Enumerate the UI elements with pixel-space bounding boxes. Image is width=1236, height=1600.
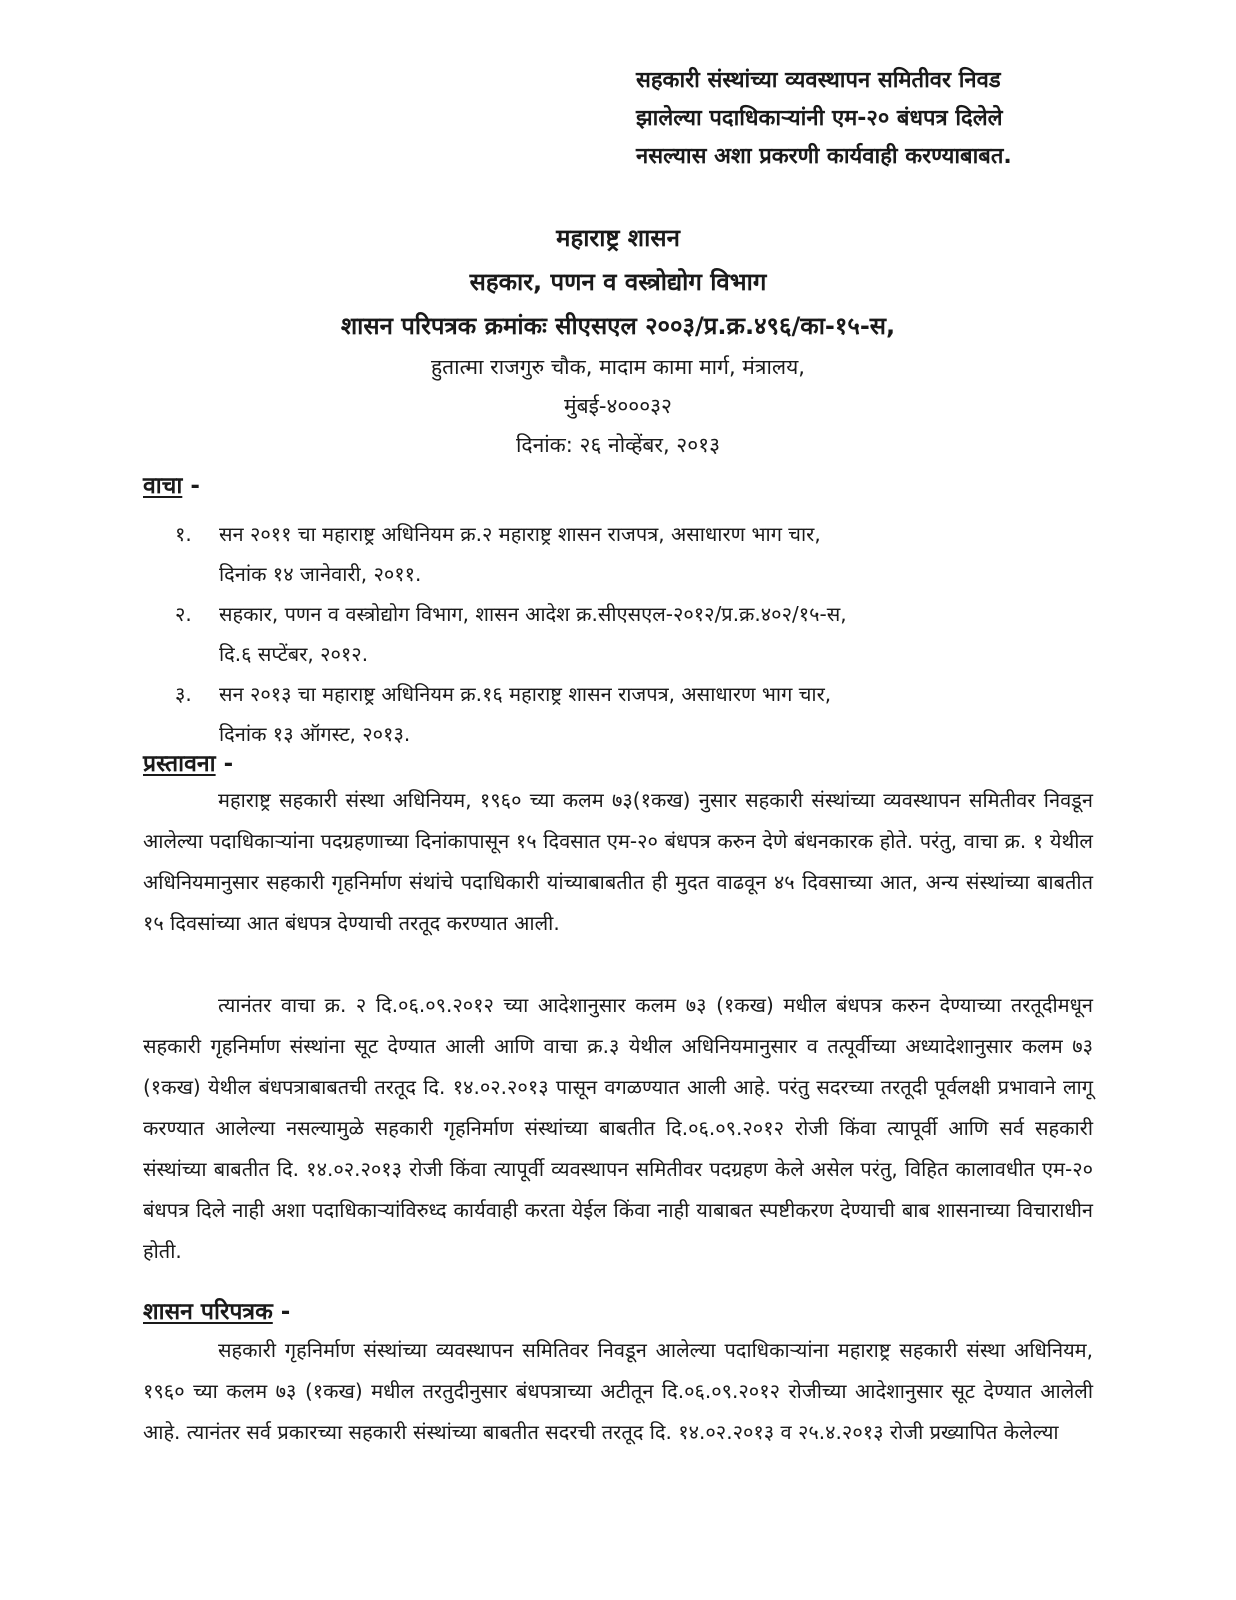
read-heading bbox=[143, 468, 200, 500]
preamble-heading-text: प्रस्तावना bbox=[143, 751, 216, 777]
reference-number: १. bbox=[175, 522, 192, 546]
letterhead bbox=[0, 216, 1236, 465]
reference-list bbox=[175, 514, 1095, 754]
circular-heading-text: शासन परिपत्रक bbox=[143, 1299, 273, 1325]
city-line: मुंबई-४०००३२ bbox=[564, 394, 672, 418]
date-line: दिनांक: २६ नोव्हेंबर, २०१३ bbox=[515, 433, 720, 457]
reference-text-cont: दि.६ सप्टेंबर, २०१२. bbox=[219, 642, 369, 666]
read-heading-text: वाचा bbox=[143, 473, 183, 499]
reference-text: सन २०११ चा महाराष्ट्र अधिनियम क्र.२ महाराष्ट्र शासन राजपत्र, असाधारण भाग चार, bbox=[219, 522, 821, 546]
government-name: महाराष्ट्र शासन bbox=[556, 224, 680, 252]
reference-item bbox=[175, 514, 1095, 594]
preamble-heading bbox=[143, 746, 233, 778]
subject-line: नसल्यास अशा प्रकरणी कार्यवाही करण्याबाबत. bbox=[636, 144, 1012, 169]
reference-text-cont: दिनांक १३ ऑगस्ट, २०१३. bbox=[219, 722, 411, 746]
reference-item bbox=[175, 674, 1095, 754]
read-heading-dash: - bbox=[182, 473, 200, 499]
circular-heading-dash: - bbox=[272, 1299, 291, 1325]
subject-line: सहकारी संस्थांच्या व्यवस्थापन समितीवर निवड bbox=[636, 68, 1001, 93]
preamble-paragraph: महाराष्ट्र सहकारी संस्था अधिनियम, १९६० च्या कलम ७३(१कख) नुसार सहकारी संस्थांच्या व्यवस्थापन समितीवर निवडून आलेल्या पदाधिकाऱ्यांना पदग्रहणाच्या दिनांकापासून १५ दिवसात एम-२० बंधपत्र करुन देणे बंधनकारक होते. परंतु, वाचा क्र. १ येथील अधिनियमानुसार सहकारी गृहनिर्माण संथांचे पदाधिकारी यांच्याबाबतीत ही मुदत वाढवून ४५ दिवसाच्या आत, अन्य संस्थांच्या बाबतीत १५ दिवसांच्या आत बंधपत्र देण्याची तरतूद करण्यात आली. bbox=[143, 788, 1093, 935]
preamble-heading-dash: - bbox=[215, 751, 234, 777]
reference-item bbox=[175, 594, 1095, 674]
subject-line: झालेल्या पदाधिकाऱ्यांनी एम-२० बंधपत्र दिलेले bbox=[636, 106, 1003, 131]
circular-heading bbox=[143, 1294, 290, 1326]
reference-text: सहकार, पणन व वस्त्रोद्योग विभाग, शासन आदेश क्र.सीएसएल-२०१२/प्र.क्र.४०२/१५-स, bbox=[219, 602, 847, 626]
reference-number: ३. bbox=[175, 682, 192, 706]
reference-text-cont: दिनांक १४ जानेवारी, २०११. bbox=[219, 562, 422, 586]
reference-number: २. bbox=[175, 602, 192, 626]
subject-block bbox=[636, 62, 1196, 176]
address-line: हुतात्मा राजगुरु चौक, मादाम कामा मार्ग, मंत्रालय, bbox=[431, 355, 805, 379]
preamble-paragraph: त्यानंतर वाचा क्र. २ दि.०६.०९.२०१२ च्या आदेशानुसार कलम ७३ (१कख) मधील बंधपत्र करुन देण्याच्या तरतूदीमधून सहकारी गृहनिर्माण संस्थांना सूट देण्यात आली आणि वाचा क्र.३ येथील अधिनियमानुसार व तत्पूर्वीच्या अध्यादेशानुसार कलम ७३ (१कख) येथील बंधपत्राबाबतची तरतूद दि. १४.०२.२०१३ पासून वगळण्यात आली आहे. परंतु सदरच्या तरतूदी पूर्वलक्षी प्रभावाने लागू करण्यात आलेल्या नसल्यामुळे सहकारी गृहनिर्माण संस्थांच्या बाबतीत दि.०६.०९.२०१२ रोजी किंवा त्यापूर्वी आणि सर्व सहकारी संस्थांच्या बाबतीत दि. १४.०२.२०१३ रोजी किंवा त्यापूर्वी व्यवस्थापन समितीवर पदग्रहण केले असेल परंतु, विहित कालावधीत एम-२० बंधपत्र दिले नाही अशा पदाधिकाऱ्यांविरुध्द कार्यवाही करता येईल किंवा नाही याबाबत स्पष्टीकरण देण्याची बाब शासनाच्या विचाराधीन होती. bbox=[143, 993, 1093, 1263]
circular-paragraph: सहकारी गृहनिर्माण संस्थांच्या व्यवस्थापन समितिवर निवडून आलेल्या पदाधिकाऱ्यांना महाराष्ट्र सहकारी संस्था अधिनियम, १९६० च्या कलम ७३ (१कख) मधील तरतुदीनुसार बंधपत्राच्या अटीतून दि.०६.०९.२०१२ रोजीच्या आदेशानुसार सूट देण्यात आलेली आहे. त्यानंतर सर्व प्रकारच्या सहकारी संस्थांच्या बाबतीत सदरची तरतूद दि. १४.०२.२०१३ व २५.४.२०१३ रोजी प्रख्यापित केलेल्या bbox=[143, 1338, 1093, 1444]
department-name: सहकार, पणन व वस्त्रोद्योग विभाग bbox=[469, 268, 767, 296]
reference-text: सन २०१३ चा महाराष्ट्र अधिनियम क्र.१६ महाराष्ट्र शासन राजपत्र, असाधारण भाग चार, bbox=[219, 682, 832, 706]
circular-number: शासन परिपत्रक क्रमांकः सीएसएल २००३/प्र.क्र.४९६/का-१५-स, bbox=[340, 312, 896, 340]
